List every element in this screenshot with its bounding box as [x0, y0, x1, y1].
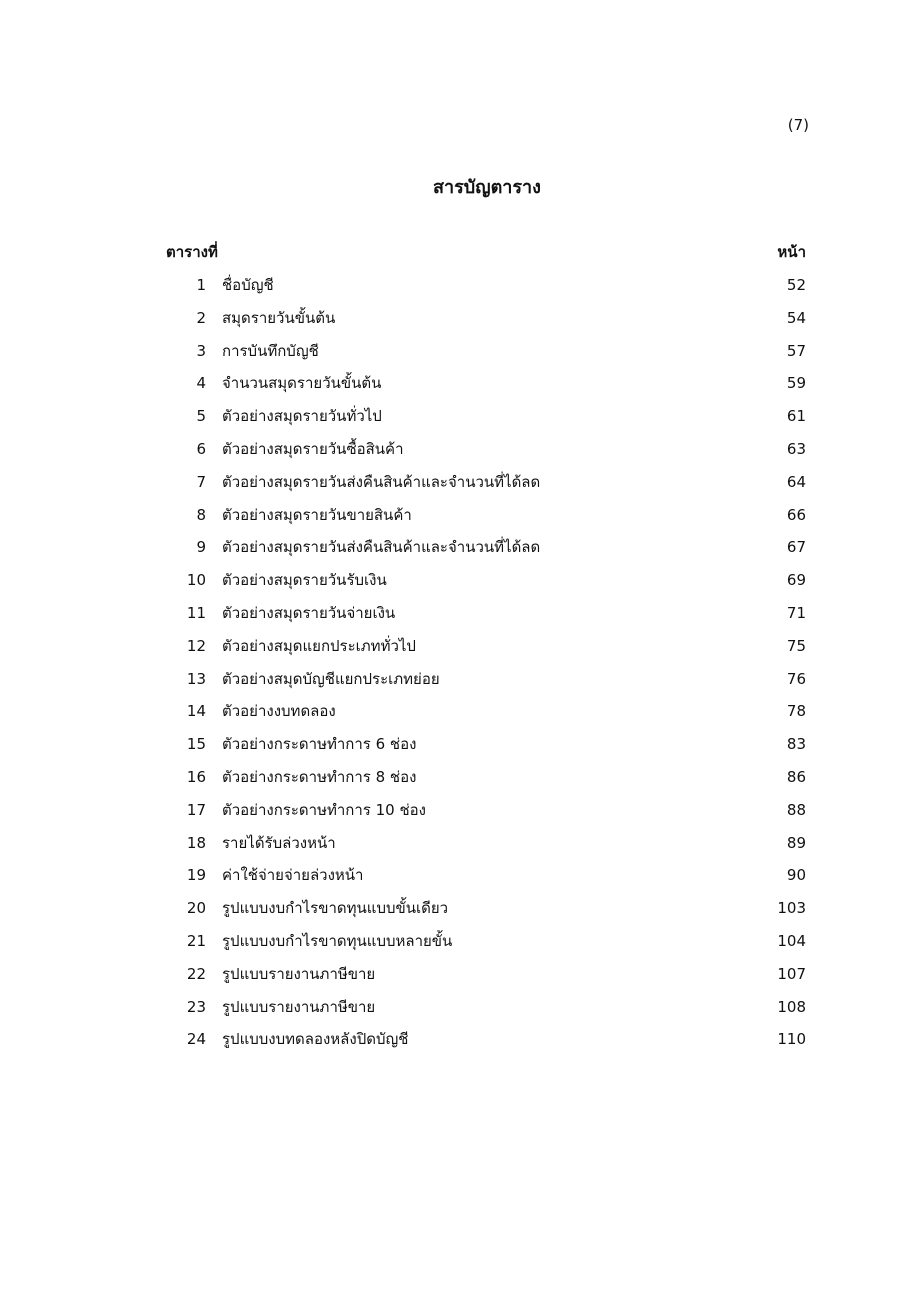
page-reference: 88	[786, 800, 806, 819]
table-title: ตัวอย่างสมุดรายวันทั่วไป	[222, 407, 382, 426]
page-reference: 61	[786, 407, 806, 426]
toc-entry[interactable]	[166, 731, 806, 764]
page-number: (7)	[787, 116, 809, 134]
page-reference: 78	[786, 702, 806, 721]
table-title: การบันทึกบัญชี	[222, 341, 319, 360]
table-number: 6	[196, 439, 206, 458]
table-title: รูปแบบงบกำไรขาดทุนแบบหลายขั้น	[222, 931, 453, 950]
page-reference: 64	[786, 472, 806, 491]
table-title: ตัวอย่างสมุดรายวันขายสินค้า	[222, 505, 412, 524]
toc-entry[interactable]	[166, 338, 806, 371]
toc-entry[interactable]	[166, 928, 806, 961]
toc-entry[interactable]	[166, 1026, 806, 1059]
page-reference: 107	[777, 964, 806, 983]
table-number: 24	[186, 1030, 206, 1049]
toc-entry[interactable]	[166, 305, 806, 338]
page-reference: 86	[786, 767, 806, 786]
toc-entry[interactable]	[166, 502, 806, 535]
table-title: ตัวอย่างสมุดรายวันจ่ายเงิน	[222, 603, 396, 622]
page-reference: 54	[786, 308, 806, 327]
table-number: 7	[196, 472, 206, 491]
table-number: 17	[186, 800, 206, 819]
table-number: 18	[186, 833, 206, 852]
table-number-header: ตารางที่	[166, 243, 218, 261]
toc-entry[interactable]	[166, 862, 806, 895]
table-title: รูปแบบงบกำไรขาดทุนแบบขั้นเดียว	[222, 899, 449, 918]
table-number: 10	[186, 571, 206, 590]
table-number: 16	[186, 767, 206, 786]
table-number: 12	[186, 636, 206, 655]
toc-entry[interactable]	[166, 994, 806, 1027]
table-title: รูปแบบงบทดลองหลังปิดบัญชี	[222, 1030, 409, 1049]
table-title: ตัวอย่างสมุดรายวันส่งคืนสินค้าและจำนวนที่ได้ลด	[222, 472, 541, 491]
page-reference: 63	[786, 439, 806, 458]
toc-entry[interactable]	[166, 698, 806, 731]
toc-entry[interactable]	[166, 370, 806, 403]
table-title: ตัวอย่างสมุดรายวันส่งคืนสินค้าและจำนวนที่ได้ลด	[222, 538, 541, 557]
table-number: 5	[196, 407, 206, 426]
table-number: 13	[186, 669, 206, 688]
table-title: จำนวนสมุดรายวันขั้นต้น	[222, 374, 382, 393]
page-column-header: หน้า	[777, 243, 806, 261]
toc-header	[166, 240, 806, 266]
toc-entry[interactable]	[166, 567, 806, 600]
page-reference: 90	[786, 866, 806, 885]
page-reference: 71	[786, 603, 806, 622]
page-reference: 89	[786, 833, 806, 852]
table-title: รูปแบบรายงานภาษีขาย	[222, 964, 376, 983]
toc-entry[interactable]	[166, 534, 806, 567]
table-number: 4	[196, 374, 206, 393]
page-reference: 75	[786, 636, 806, 655]
toc-entry[interactable]	[166, 895, 806, 928]
page-reference: 66	[786, 505, 806, 524]
page-reference: 83	[786, 735, 806, 754]
toc-entry[interactable]	[166, 272, 806, 305]
page-reference: 59	[786, 374, 806, 393]
table-number: 1	[196, 276, 206, 294]
page-reference: 52	[786, 276, 806, 294]
table-title: สมุดรายวันขั้นต้น	[222, 308, 336, 327]
table-number: 21	[186, 931, 206, 950]
page-reference: 76	[786, 669, 806, 688]
table-number: 15	[186, 735, 206, 754]
page-reference: 104	[777, 931, 806, 950]
table-number: 14	[186, 702, 206, 721]
toc-entry[interactable]	[166, 666, 806, 699]
toc-entry[interactable]	[166, 633, 806, 666]
table-title: ชื่อบัญชี	[222, 276, 274, 294]
table-title: ตัวอย่างกระดาษทำการ 8 ช่อง	[222, 767, 417, 786]
table-title: รูปแบบรายงานภาษีขาย	[222, 997, 376, 1016]
table-title: ตัวอย่างสมุดรายวันรับเงิน	[222, 571, 387, 590]
table-number: 19	[186, 866, 206, 885]
toc-entry[interactable]	[166, 436, 806, 469]
page-reference: 69	[786, 571, 806, 590]
toc-entry[interactable]	[166, 797, 806, 830]
table-number: 8	[196, 505, 206, 524]
table-title: ตัวอย่างสมุดแยกประเภททั่วไป	[222, 636, 416, 655]
table-number: 9	[196, 538, 206, 557]
page-reference: 67	[786, 538, 806, 557]
toc-entry[interactable]	[166, 830, 806, 863]
toc-entry[interactable]	[166, 403, 806, 436]
page-title: สารบัญตาราง	[433, 177, 541, 198]
table-title: ตัวอย่างสมุดบัญชีแยกประเภทย่อย	[222, 669, 440, 688]
page-reference: 103	[777, 899, 806, 918]
toc-list	[166, 272, 806, 1059]
table-title: รายได้รับล่วงหน้า	[222, 833, 336, 852]
table-number: 23	[186, 997, 206, 1016]
table-title: ตัวอย่างสมุดรายวันซื้อสินค้า	[222, 439, 404, 458]
table-number: 11	[186, 603, 206, 622]
table-number: 22	[186, 964, 206, 983]
table-title: ตัวอย่างกระดาษทำการ 6 ช่อง	[222, 735, 417, 754]
toc-entry[interactable]	[166, 600, 806, 633]
table-title: ค่าใช้จ่ายจ่ายล่วงหน้า	[222, 866, 364, 885]
table-number: 20	[186, 899, 206, 918]
page-reference: 110	[777, 1030, 806, 1049]
page-reference: 57	[786, 341, 806, 360]
toc-entry[interactable]	[166, 764, 806, 797]
toc-entry[interactable]	[166, 469, 806, 502]
toc-entry[interactable]	[166, 961, 806, 994]
table-number: 3	[196, 341, 206, 360]
table-title: ตัวอย่างงบทดลอง	[222, 702, 336, 721]
table-title: ตัวอย่างกระดาษทำการ 10 ช่อง	[222, 800, 426, 819]
table-number: 2	[196, 308, 206, 327]
page-reference: 108	[777, 997, 806, 1016]
